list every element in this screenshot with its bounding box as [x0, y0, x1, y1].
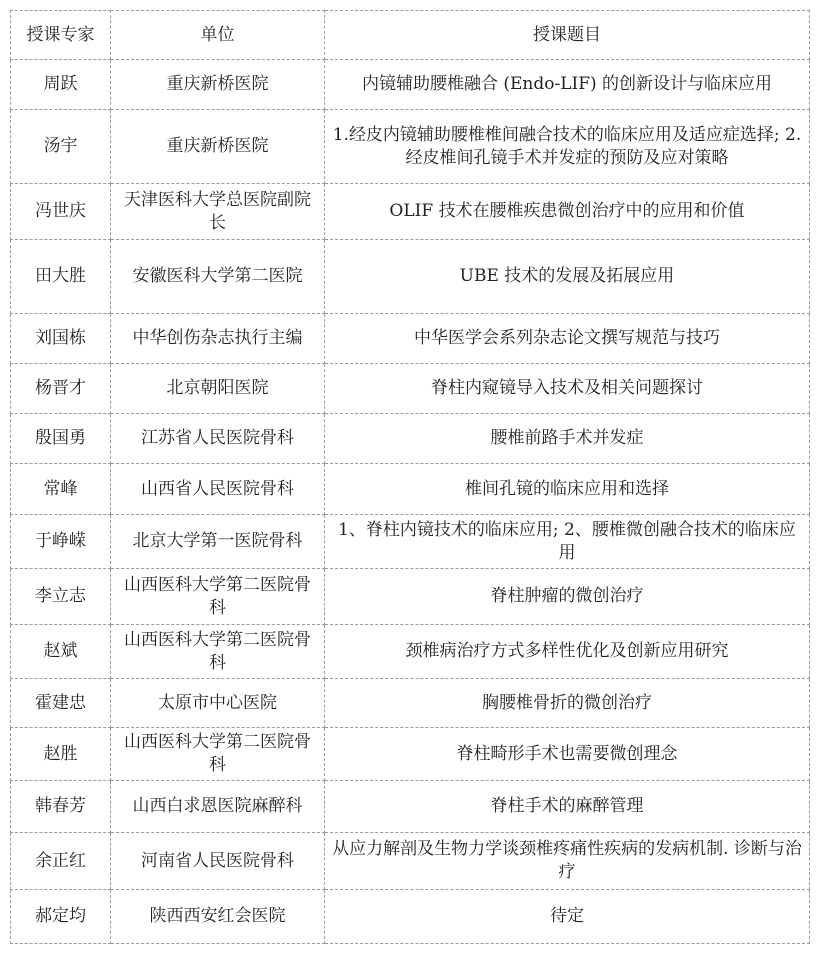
- unit-cell: 山西医科大学第二医院骨科: [111, 625, 325, 679]
- topic-cell: 脊柱畸形手术也需要微创理念: [325, 728, 810, 781]
- unit-cell: 太原市中心医院: [111, 679, 325, 728]
- topic-cell: 1.经皮内镜辅助腰椎椎间融合技术的临床应用及适应症选择; 2.经皮椎间孔镜手术并发症的预防及应对策略: [325, 110, 810, 184]
- expert-cell: 郝定均: [11, 890, 111, 944]
- unit-cell: 重庆新桥医院: [111, 60, 325, 110]
- topic-cell: 腰椎前路手术并发症: [325, 414, 810, 464]
- topic-cell: 中华医学会系列杂志论文撰写规范与技巧: [325, 314, 810, 364]
- topic-cell: 颈椎病治疗方式多样性优化及创新应用研究: [325, 625, 810, 679]
- expert-cell: 刘国栋: [11, 314, 111, 364]
- table-row: [11, 625, 810, 679]
- expert-cell: 殷国勇: [11, 414, 111, 464]
- expert-cell: 于峥嵘: [11, 515, 111, 569]
- table-row: [11, 314, 810, 364]
- table-row: [11, 728, 810, 781]
- expert-cell: 赵斌: [11, 625, 111, 679]
- topic-cell: 待定: [325, 890, 810, 944]
- unit-cell: 江苏省人民医院骨科: [111, 414, 325, 464]
- table-row: [11, 240, 810, 314]
- topic-cell: 内镜辅助腰椎融合 (Endo-LIF) 的创新设计与临床应用: [325, 60, 810, 110]
- unit-cell: 山西省人民医院骨科: [111, 464, 325, 515]
- unit-cell: 山西医科大学第二医院骨科: [111, 728, 325, 781]
- header-unit: 单位: [111, 11, 325, 60]
- expert-cell: 田大胜: [11, 240, 111, 314]
- unit-cell: 山西医科大学第二医院骨科: [111, 569, 325, 625]
- table-row: [11, 833, 810, 890]
- table-row: [11, 464, 810, 515]
- unit-cell: 山西白求恩医院麻醉科: [111, 781, 325, 833]
- table-row: [11, 569, 810, 625]
- expert-cell: 赵胜: [11, 728, 111, 781]
- unit-cell: 陕西西安红会医院: [111, 890, 325, 944]
- unit-cell: 河南省人民医院骨科: [111, 833, 325, 890]
- unit-cell: 北京大学第一医院骨科: [111, 515, 325, 569]
- expert-cell: 霍建忠: [11, 679, 111, 728]
- topic-cell: 脊柱内窥镜导入技术及相关问题探讨: [325, 364, 810, 414]
- expert-cell: 周跃: [11, 60, 111, 110]
- table-row: [11, 364, 810, 414]
- table-row: [11, 110, 810, 184]
- expert-cell: 余正红: [11, 833, 111, 890]
- lecture-table: [10, 10, 810, 944]
- table-row: [11, 184, 810, 240]
- unit-cell: 北京朝阳医院: [111, 364, 325, 414]
- expert-cell: 常峰: [11, 464, 111, 515]
- unit-cell: 安徽医科大学第二医院: [111, 240, 325, 314]
- unit-cell: 重庆新桥医院: [111, 110, 325, 184]
- header-topic: 授课题目: [325, 11, 810, 60]
- expert-cell: 汤宇: [11, 110, 111, 184]
- table-row: [11, 781, 810, 833]
- header-expert: 授课专家: [11, 11, 111, 60]
- table-row: [11, 515, 810, 569]
- expert-cell: 韩春芳: [11, 781, 111, 833]
- table-row: [11, 890, 810, 944]
- topic-cell: 脊柱手术的麻醉管理: [325, 781, 810, 833]
- table-row: [11, 679, 810, 728]
- topic-cell: 胸腰椎骨折的微创治疗: [325, 679, 810, 728]
- topic-cell: 从应力解剖及生物力学谈颈椎疼痛性疾病的发病机制. 诊断与治疗: [325, 833, 810, 890]
- unit-cell: 天津医科大学总医院副院长: [111, 184, 325, 240]
- topic-cell: 1、脊柱内镜技术的临床应用; 2、腰椎微创融合技术的临床应用: [325, 515, 810, 569]
- expert-cell: 杨晋才: [11, 364, 111, 414]
- unit-cell: 中华创伤杂志执行主编: [111, 314, 325, 364]
- topic-cell: 椎间孔镜的临床应用和选择: [325, 464, 810, 515]
- expert-cell: 李立志: [11, 569, 111, 625]
- header-row: [11, 11, 810, 60]
- table-row: [11, 60, 810, 110]
- topic-cell: OLIF 技术在腰椎疾患微创治疗中的应用和价值: [325, 184, 810, 240]
- table-row: [11, 414, 810, 464]
- topic-cell: 脊柱肿瘤的微创治疗: [325, 569, 810, 625]
- topic-cell: UBE 技术的发展及拓展应用: [325, 240, 810, 314]
- expert-cell: 冯世庆: [11, 184, 111, 240]
